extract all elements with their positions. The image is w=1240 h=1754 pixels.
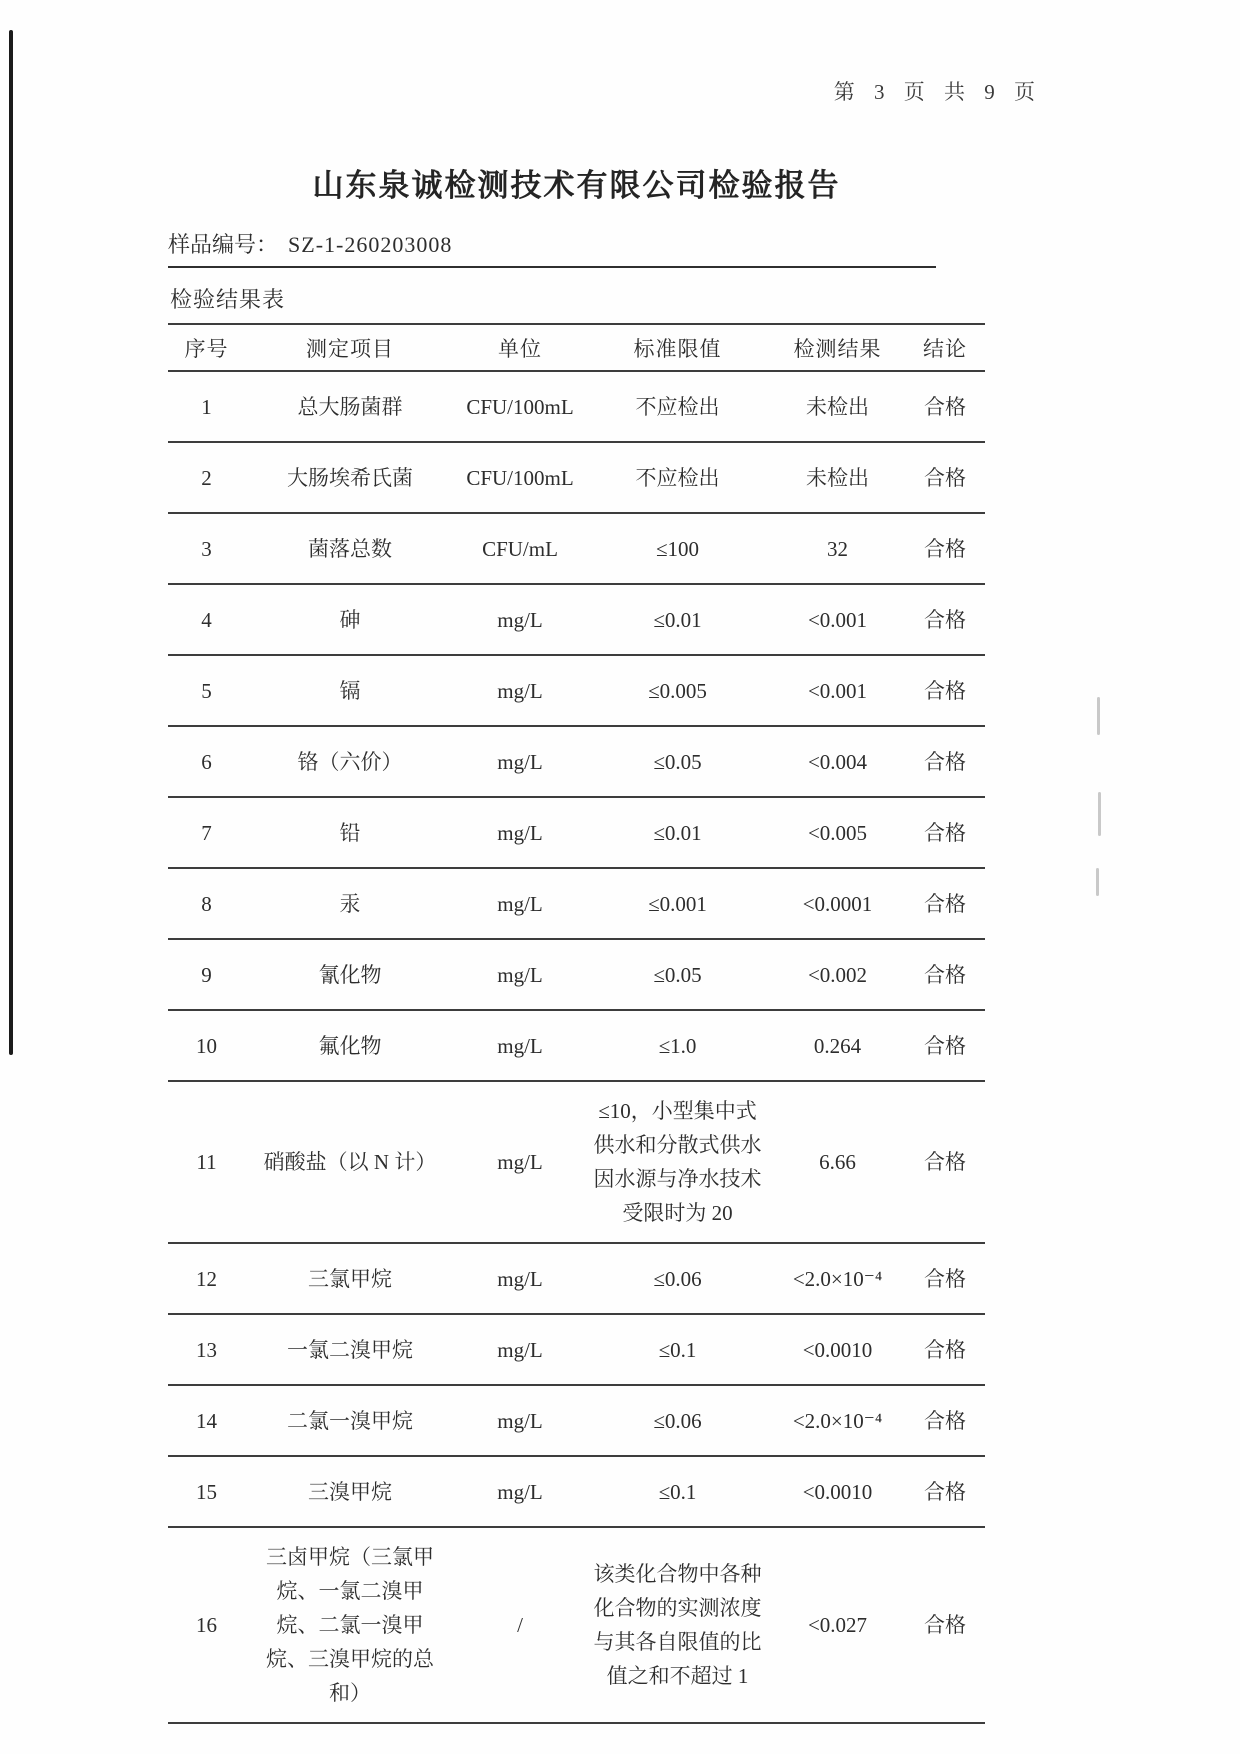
cell-unit: mg/L [497, 678, 543, 703]
cell-result: <2.0×10⁻⁴ [792, 1266, 883, 1291]
cell-unit: mg/L [497, 1266, 543, 1291]
cell-item: 菌落总数 [308, 536, 392, 561]
cell-seq: 8 [201, 891, 212, 916]
cell-unit: mg/L [497, 820, 543, 845]
sample-number-line [168, 228, 936, 268]
cell-result: <0.005 [807, 820, 868, 845]
cell-item: 大肠埃希氏菌 [287, 465, 413, 490]
cell-limit: ≤0.06 [653, 1408, 702, 1433]
cell-item: 一氯二溴甲烷 [287, 1337, 413, 1362]
cell-seq: 10 [196, 1033, 217, 1058]
cell-conclusion: 合格 [924, 394, 966, 419]
cell-item: 硝酸盐（以 N 计） [263, 1150, 437, 1174]
cell-result: 未检出 [806, 394, 869, 419]
cell-result: 未检出 [806, 465, 869, 490]
cell-result: 0.264 [813, 1033, 862, 1058]
cell-conclusion: 合格 [924, 1033, 966, 1058]
cell-item: 砷 [339, 607, 361, 632]
cell-unit: mg/L [497, 891, 543, 916]
cell-conclusion: 合格 [924, 749, 966, 774]
cell-conclusion: 合格 [924, 465, 966, 490]
cell-seq: 11 [196, 1150, 217, 1174]
cell-result: 6.66 [819, 1150, 856, 1174]
cell-unit: mg/L [497, 1408, 543, 1433]
cell-conclusion: 合格 [924, 536, 966, 561]
header-seq: 序号 [184, 336, 229, 361]
table-row [168, 1527, 985, 1723]
cell-limit: 不应检出 [635, 465, 720, 490]
report-title: 山东泉诚检测技术有限公司检验报告 [312, 168, 841, 203]
header-result: 检测结果 [793, 336, 882, 361]
cell-result: <0.001 [807, 678, 868, 703]
table-row [168, 726, 985, 797]
cell-item: 铅 [339, 820, 361, 845]
sample-number-label: 样品编号： [168, 232, 279, 257]
cell-conclusion: 合格 [924, 1150, 966, 1174]
table-row [168, 1010, 985, 1081]
table-header-row [168, 324, 985, 371]
cell-seq: 12 [196, 1266, 217, 1291]
cell-limit: 不应检出 [635, 394, 720, 419]
results-table-caption: 检验结果表 [170, 287, 286, 312]
cell-unit: CFU/mL [482, 536, 558, 561]
table-row [168, 1081, 985, 1243]
cell-item: 铬（六价） [297, 749, 403, 774]
cell-seq: 15 [196, 1479, 217, 1504]
cell-item: 氰化物 [318, 962, 382, 987]
cell-item: 三氯甲烷 [308, 1266, 392, 1291]
cell-conclusion: 合格 [924, 1408, 966, 1433]
table-row [168, 1385, 985, 1456]
table-row [168, 442, 985, 513]
cell-conclusion: 合格 [924, 1613, 966, 1637]
cell-seq: 13 [196, 1337, 217, 1362]
cell-unit: mg/L [497, 607, 543, 632]
cell-unit: mg/L [497, 1337, 543, 1362]
cell-item: 氟化物 [318, 1033, 382, 1058]
cell-conclusion: 合格 [924, 820, 966, 845]
cell-conclusion: 合格 [924, 962, 966, 987]
cell-limit: ≤0.05 [653, 749, 702, 774]
cell-limit: ≤0.06 [653, 1266, 702, 1291]
cell-limit: ≤0.001 [648, 891, 707, 916]
results-table [168, 323, 985, 1724]
cell-limit: ≤0.1 [658, 1479, 697, 1504]
scan-edge-artifact [9, 30, 13, 1055]
cell-seq: 5 [201, 678, 212, 703]
table-row [168, 371, 985, 442]
cell-conclusion: 合格 [924, 1266, 966, 1291]
cell-limit: ≤10，小型集中式供水和分散式供水因水源与净水技术受限时为 20 [593, 1099, 762, 1225]
cell-unit: mg/L [497, 749, 543, 774]
cell-seq: 4 [201, 607, 212, 632]
table-row [168, 513, 985, 584]
cell-seq: 2 [201, 465, 212, 490]
cell-item: 总大肠菌群 [297, 394, 403, 419]
cell-result: <0.002 [807, 962, 868, 987]
cell-result: <2.0×10⁻⁴ [792, 1408, 883, 1433]
cell-conclusion: 合格 [924, 891, 966, 916]
cell-seq: 7 [201, 820, 212, 845]
cell-unit: mg/L [497, 1033, 543, 1058]
scan-smudge [1096, 868, 1099, 896]
table-row [168, 797, 985, 868]
cell-conclusion: 合格 [924, 607, 966, 632]
cell-conclusion: 合格 [924, 1479, 966, 1504]
cell-limit: ≤100 [655, 536, 700, 561]
cell-unit: CFU/100mL [466, 465, 574, 490]
cell-item: 汞 [339, 891, 361, 916]
table-row [168, 1243, 985, 1314]
table-row [168, 584, 985, 655]
cell-limit: 该类化合物中各种化合物的实测浓度与其各自限值的比值之和不超过 1 [593, 1562, 762, 1688]
cell-result: <0.027 [807, 1613, 868, 1637]
cell-seq: 16 [196, 1613, 217, 1637]
cell-conclusion: 合格 [924, 1337, 966, 1362]
cell-unit: mg/L [497, 962, 543, 987]
cell-limit: ≤1.0 [658, 1033, 697, 1058]
cell-item: 三卤甲烷（三氯甲烷、一氯二溴甲烷、二氯一溴甲烷、三溴甲烷的总和） [266, 1545, 434, 1705]
cell-conclusion: 合格 [924, 678, 966, 703]
cell-limit: ≤0.01 [653, 607, 702, 632]
scan-smudge [1097, 697, 1100, 735]
cell-result: <0.001 [807, 607, 868, 632]
cell-seq: 3 [201, 536, 212, 561]
cell-seq: 6 [201, 749, 212, 774]
cell-seq: 1 [201, 394, 212, 419]
results-table-wrapper [168, 323, 985, 1724]
cell-limit: ≤0.1 [658, 1337, 697, 1362]
cell-limit: ≤0.005 [648, 678, 707, 703]
page-number: 第 3 页 共 9 页 [833, 80, 1042, 104]
cell-result: <0.004 [807, 749, 868, 774]
cell-unit: CFU/100mL [466, 394, 574, 419]
table-row [168, 655, 985, 726]
scan-smudge [1098, 792, 1101, 836]
cell-item: 二氯一溴甲烷 [287, 1408, 413, 1433]
table-row [168, 1456, 985, 1527]
cell-unit: mg/L [497, 1150, 543, 1174]
cell-result: <0.0010 [802, 1479, 873, 1504]
header-unit: 单位 [498, 336, 542, 361]
table-row [168, 1314, 985, 1385]
header-item: 测定项目 [306, 336, 394, 361]
cell-seq: 14 [196, 1408, 217, 1433]
cell-item: 三溴甲烷 [308, 1479, 392, 1504]
table-row [168, 939, 985, 1010]
header-conclusion: 结论 [923, 336, 967, 361]
cell-limit: ≤0.01 [653, 820, 702, 845]
table-row [168, 868, 985, 939]
cell-item: 镉 [339, 678, 361, 703]
header-limit: 标准限值 [633, 336, 722, 361]
cell-unit: mg/L [497, 1479, 543, 1504]
sample-number-value: SZ-1-260203008 [288, 232, 453, 257]
cell-result: <0.0010 [802, 1337, 873, 1362]
cell-result: <0.0001 [802, 891, 873, 916]
cell-seq: 9 [201, 962, 212, 987]
cell-result: 32 [827, 536, 848, 561]
cell-unit: / [517, 1613, 523, 1637]
results-tbody [168, 371, 985, 1723]
cell-limit: ≤0.05 [653, 962, 702, 987]
